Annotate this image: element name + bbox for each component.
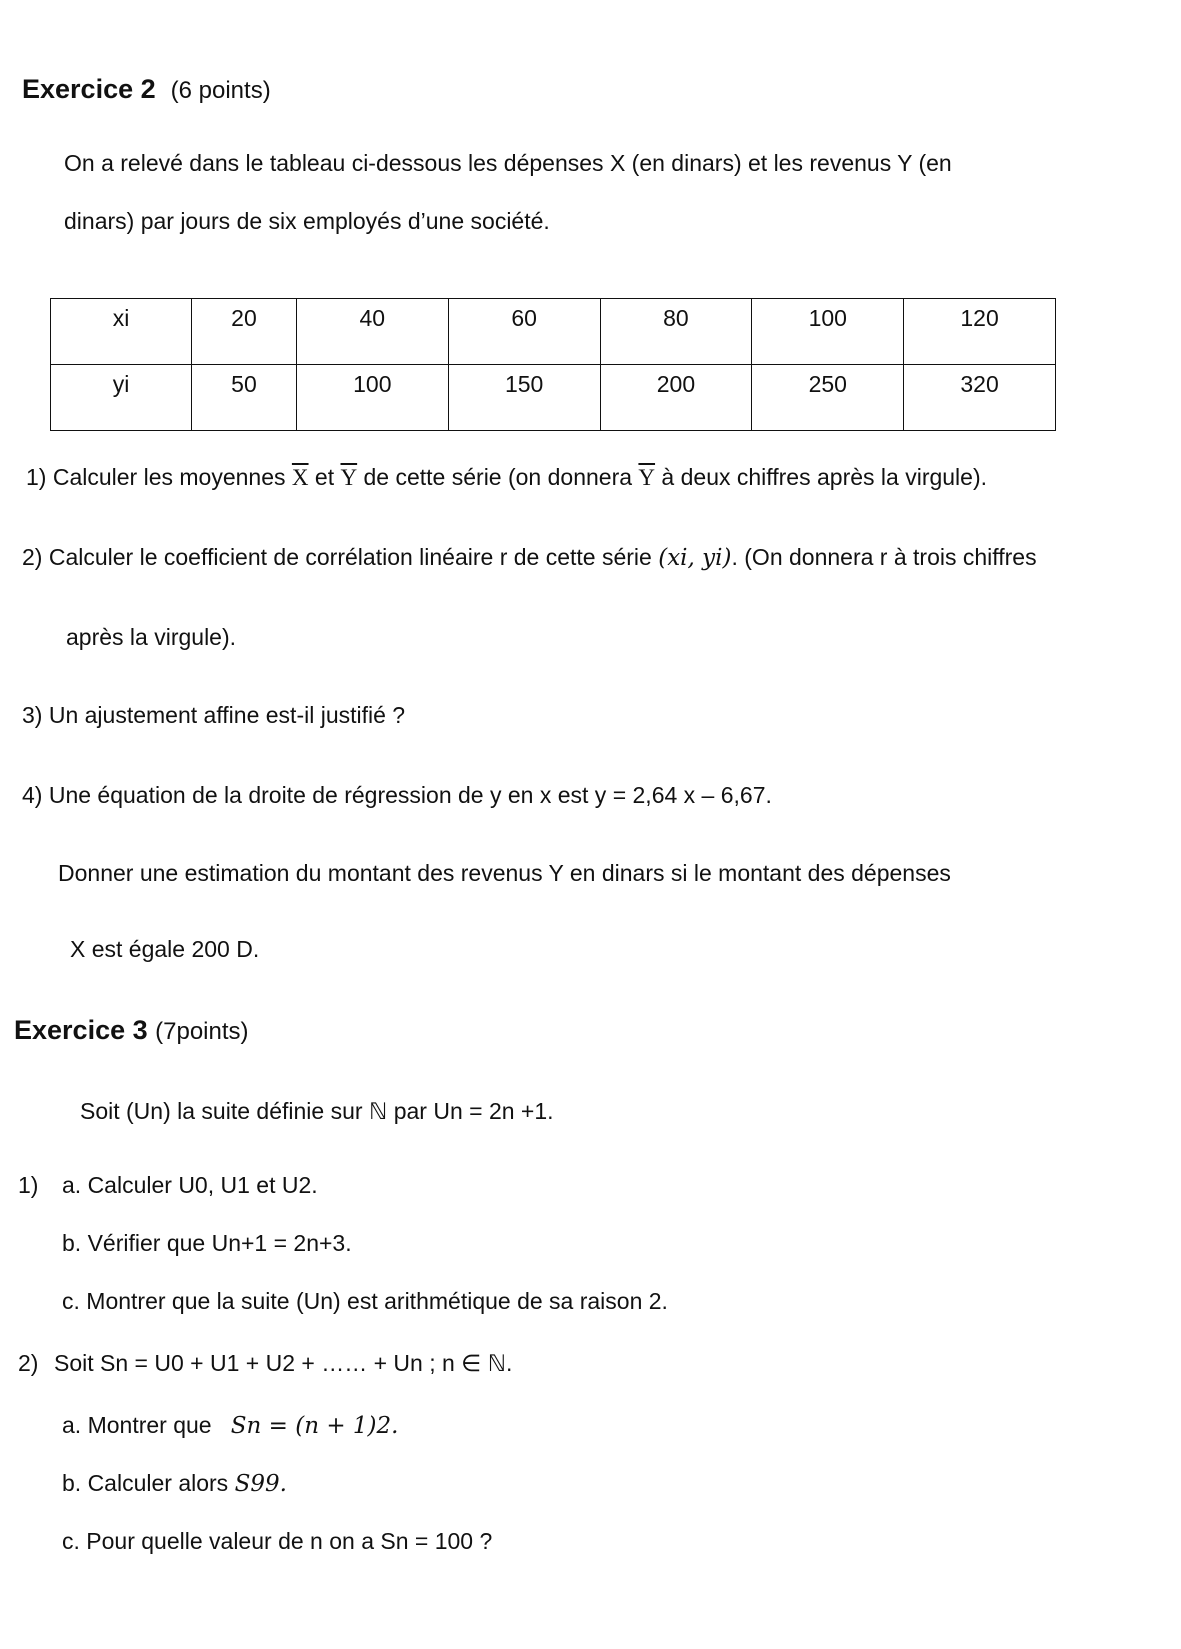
ex2-question-4-line3: X est égale 200 D. — [70, 936, 260, 962]
ex3-intro: Soit (Un) la suite définie sur ℕ par Un = 2n +1. — [80, 1098, 554, 1124]
q1-text-a: 1) Calculer les moyennes — [26, 464, 292, 490]
table-cell: 20 — [192, 299, 297, 365]
table-cell: 80 — [600, 299, 752, 365]
ex3-q1c: c. Montrer que la suite (Un) est arithmétique de sa raison 2. — [62, 1288, 668, 1314]
q2-text-a: 2) Calculer le coefficient de corrélation linéaire r de cette série — [22, 544, 659, 570]
row-label-y — [51, 365, 192, 431]
row-label-x-text: xi — [112, 305, 130, 331]
ex3-q1b: b. Vérifier que Un+1 = 2n+3. — [62, 1230, 352, 1256]
q2-text-b: . (On donnera r à trois chiffres — [731, 544, 1037, 570]
ybar-symbol: $\overline{Y}$ — [340, 465, 358, 490]
exercise-3-title — [14, 1015, 249, 1046]
ex2-question-2 — [22, 544, 1037, 571]
table-cell: 250 — [752, 365, 904, 431]
ex2-question-2-line2: après la virgule). — [66, 624, 237, 650]
ex3-q1a: a. Calculer U0, U1 et U2. — [62, 1172, 318, 1198]
q1-text-b: et — [308, 464, 341, 490]
data-table — [50, 298, 1056, 431]
table-cell: 40 — [296, 299, 448, 365]
ex3-q2: Soit Sn = U0 + U1 + U2 + …… + Un ; n ∈ ℕ. — [54, 1350, 513, 1376]
table-row-x — [51, 299, 1056, 365]
ex2-question-4-line2: Donner une estimation du montant des revenus Y en dinars si le montant des dépenses — [58, 860, 951, 886]
table-cell: 120 — [904, 299, 1056, 365]
ex2-question-4: 4) Une équation de la droite de régression de y en x est y = 2,64 x – 6,67. — [22, 782, 772, 808]
table-cell: 150 — [448, 365, 600, 431]
ex3-q1-label: 1) — [18, 1172, 39, 1198]
xbar-symbol: $\overline{X}$ — [291, 465, 309, 490]
exercise-3-points: (7points) — [155, 1018, 249, 1045]
ex3-q2a — [62, 1412, 398, 1439]
ybar-symbol: $\overline{Y}$ — [638, 465, 656, 490]
table-cell: 320 — [904, 365, 1056, 431]
ex3-q2b — [62, 1470, 287, 1497]
q2a-formula: Sn = (n + 1)2. — [230, 1413, 399, 1439]
ex2-question-1 — [26, 464, 987, 491]
pair-xi-yi: (xi, yi) — [658, 545, 732, 571]
q1-text-c: de cette série (on donnera — [357, 464, 639, 490]
exercise-3-label: Exercice 3 — [14, 1015, 148, 1045]
exercise-2-points: (6 points) — [170, 77, 271, 104]
table-cell: 60 — [448, 299, 600, 365]
ex3-q2-label: 2) — [18, 1350, 39, 1376]
ex3-q2c: c. Pour quelle valeur de n on a Sn = 100 ? — [62, 1528, 493, 1554]
q1-text-d: à deux chiffres après la virgule). — [655, 464, 988, 490]
table-cell: 100 — [752, 299, 904, 365]
table-cell: 100 — [296, 365, 448, 431]
table-row-y — [51, 365, 1056, 431]
q2b-formula: S99. — [234, 1471, 287, 1497]
exercise-2-label: Exercice 2 — [22, 74, 156, 104]
row-label-y-text: yi — [112, 371, 130, 397]
q2b-label: b. Calculer alors — [62, 1470, 229, 1496]
ex2-intro-line2: dinars) par jours de six employés d’une société. — [64, 208, 550, 234]
ex2-question-3: 3) Un ajustement affine est-il justifié ? — [22, 702, 406, 728]
ex2-intro-line1: On a relevé dans le tableau ci-dessous les dépenses X (en dinars) et les revenus Y (en — [64, 150, 952, 176]
exercise-2-title — [22, 74, 271, 105]
q2a-label: a. Montrer que — [62, 1412, 212, 1438]
table-cell: 200 — [600, 365, 752, 431]
row-label-x — [51, 299, 192, 365]
table-cell: 50 — [192, 365, 297, 431]
